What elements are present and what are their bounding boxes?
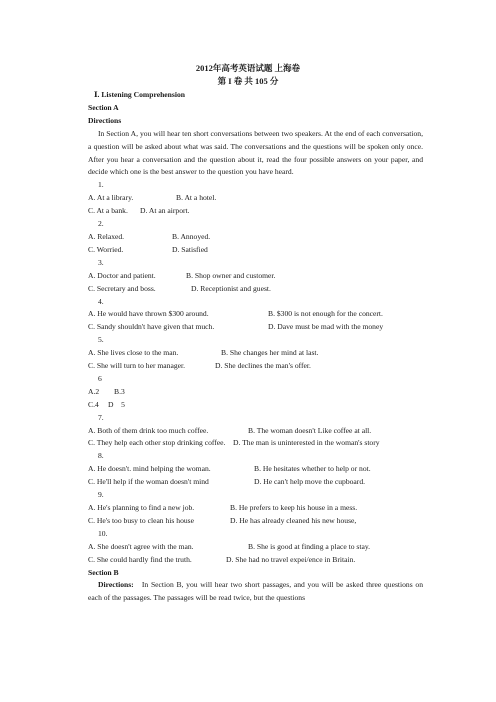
option-b: B. Annoyed. <box>172 231 211 241</box>
option-b: B. The woman doesn't Like coffee at all. <box>248 425 372 435</box>
question-number: 8. <box>98 451 104 461</box>
option-c: C. At a bank. <box>88 206 128 216</box>
option-b: B.3 <box>114 386 125 396</box>
option-a: A. He doesn't. mind helping the woman. <box>88 464 211 474</box>
option-a: A. He would have thrown $300 around. <box>88 309 209 319</box>
option-b: B. She changes her mind at last. <box>221 348 319 358</box>
exam-title: 2012年高考英语试题 上海卷 <box>195 63 301 73</box>
question-options-row <box>88 244 423 257</box>
option-c: C. She could hardly find the truth. <box>88 554 192 564</box>
directions-heading: Directions <box>88 115 122 125</box>
question-options-row <box>88 437 423 450</box>
option-d: D 5 <box>108 399 125 409</box>
option-d: D. Dave must be mad with the money <box>268 322 384 332</box>
option-c: C. Secretary and boss. <box>88 283 156 293</box>
question-number: 5. <box>98 335 104 345</box>
question-number: 4. <box>98 296 104 306</box>
question-options-row <box>88 502 423 515</box>
exam-subtitle: 第 I 卷 共 105 分 <box>217 76 279 86</box>
option-d: D. He has already cleaned his new house, <box>230 515 357 525</box>
question-options-row <box>88 425 423 438</box>
option-d: D. She had no travel expei/ence in Britain. <box>226 554 356 564</box>
option-d: D. He can't help move the cupboard. <box>254 477 366 487</box>
option-c: C. She will turn to her manager. <box>88 361 186 371</box>
directions-paragraph: In Section A, you will hear ten short conversations between two speakers. At the end of each conversation, a question will be asked about what was said. The conversations and the questions will be spoken only once. After you hear a conversation and the question about it, read the four possible answers on your paper, and decide which one is the best answer to the question you have heard. <box>88 128 423 177</box>
option-a: A.2 <box>88 386 100 396</box>
question-options-row <box>88 231 423 244</box>
question-number: 9. <box>98 490 104 500</box>
question-number: 7. <box>98 412 104 422</box>
option-a: A. He's planning to find a new job. <box>88 503 195 512</box>
directions-b-label: Directions: <box>98 580 134 590</box>
question-options-row <box>88 554 423 567</box>
document-body <box>88 89 423 605</box>
option-c: C. They help each other stop drinking coffee. <box>88 438 226 448</box>
option-d: D. At an airport. <box>140 206 190 216</box>
option-a: A. Doctor and patient. <box>88 270 156 280</box>
question-number: 10. <box>98 528 108 538</box>
option-c: C. He's too busy to clean his house <box>88 515 194 525</box>
section-a-heading: Section A <box>88 102 119 112</box>
option-d: D. The man is uninterested in the woman's story <box>233 438 380 448</box>
option-d: D. Satisfied <box>172 244 208 254</box>
option-d: D. She declines the man's offer. <box>215 361 311 371</box>
directions-b-paragraph <box>88 579 423 605</box>
option-c: C.4 <box>88 399 99 409</box>
option-b: B. She is good at finding a place to stay. <box>248 541 371 551</box>
section-b-heading: Section B <box>88 567 119 577</box>
question-options-row <box>88 321 423 334</box>
question-options-row <box>88 541 423 554</box>
question-number: 3. <box>98 257 104 267</box>
question-options-row <box>88 270 423 283</box>
question-options-row <box>88 360 423 373</box>
option-b: B. He prefers to keep his house in a mess. <box>230 503 358 512</box>
question-number: 1. <box>98 180 104 190</box>
option-c: C. He'll help if the woman doesn't mind <box>88 477 209 487</box>
option-c: C. Sandy shouldn't have given that much. <box>88 322 215 332</box>
option-b: B. He hesitates whether to help or not. <box>254 464 371 474</box>
option-a: A. Both of them drink too much coffee. <box>88 425 209 435</box>
question-options-row <box>88 192 423 205</box>
question-options-row <box>88 463 423 476</box>
question-options-row <box>88 205 423 218</box>
question-options-row <box>88 515 423 528</box>
question-options-row <box>88 308 423 321</box>
question-options-row <box>88 399 423 412</box>
option-a: A. Relaxed. <box>88 231 125 241</box>
option-b: B. Shop owner and customer. <box>186 270 276 280</box>
question-options-row <box>88 283 423 296</box>
option-d: D. Receptionist and guest. <box>191 283 271 293</box>
option-b: B. At a hotel. <box>176 193 217 203</box>
question-number: 6 <box>98 373 102 383</box>
question-number: 2. <box>98 219 104 229</box>
option-a: A. She doesn't agree with the man. <box>88 541 194 551</box>
option-a: A. She lives close to the man. <box>88 348 179 358</box>
question-options-row <box>88 347 423 360</box>
option-b: B. $300 is not enough for the concert. <box>268 309 383 319</box>
question-options-row <box>88 386 423 399</box>
option-c: C. Worried. <box>88 244 124 254</box>
question-options-row <box>88 476 423 489</box>
section-heading: Ⅰ. Listening Comprehension <box>94 90 185 99</box>
directions-b-text: In Section B, you will hear two short passages, and you will be asked three questions on each of the passages. The passages will be read twice, but the questions <box>88 580 423 603</box>
option-a: A. At a library. <box>88 193 134 203</box>
